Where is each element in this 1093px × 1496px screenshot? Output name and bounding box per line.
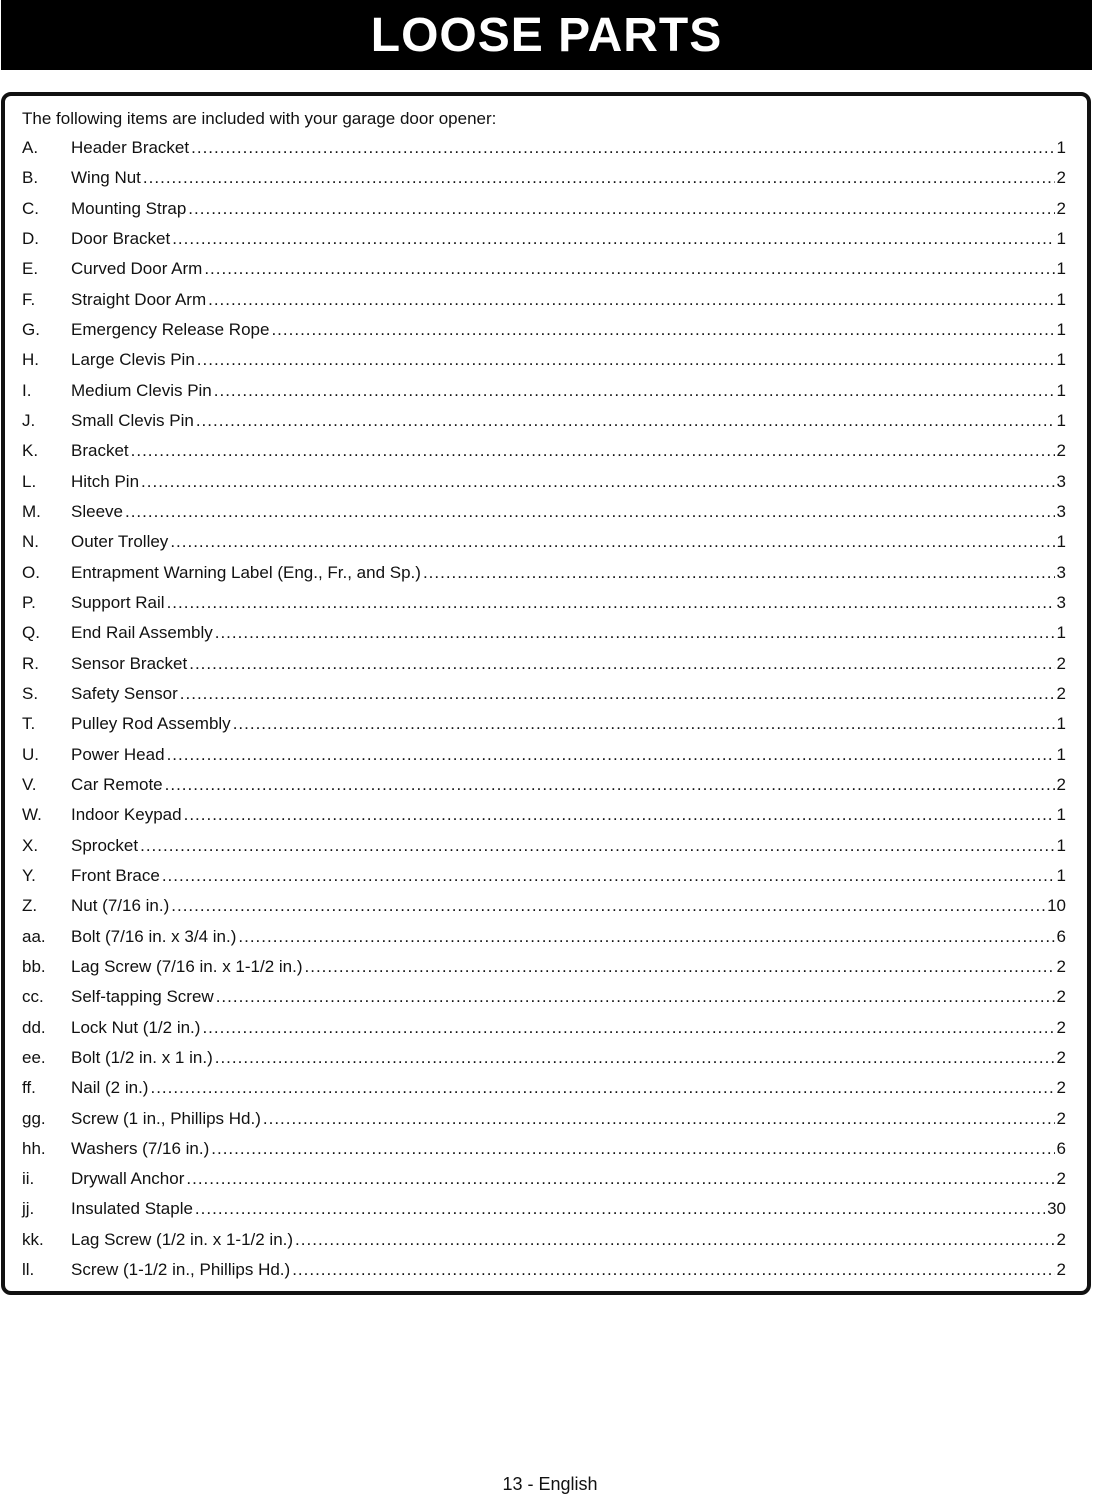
part-quantity: 2 (1056, 1229, 1066, 1249)
dot-leader (171, 895, 1045, 917)
part-letter: jj. (22, 1199, 35, 1219)
parts-list-item (22, 471, 1066, 501)
part-letter: Y. (22, 865, 36, 885)
dot-leader (423, 562, 1055, 584)
part-name: Nut (7/16 in.) (71, 896, 170, 916)
parts-list-item (22, 349, 1066, 379)
part-letter: D. (22, 228, 39, 248)
part-name: Nail (2 in.) (71, 1078, 149, 1098)
parts-list-item (22, 258, 1066, 288)
part-letter: P. (22, 592, 36, 612)
dot-leader (188, 198, 1054, 220)
part-letter: aa. (22, 926, 46, 946)
part-name: Hitch Pin (71, 471, 140, 491)
part-letter: C. (22, 198, 39, 218)
part-name: Outer Trolley (71, 532, 169, 552)
part-name: Large Clevis Pin (71, 350, 195, 370)
part-name: Sleeve (71, 501, 123, 521)
part-quantity: 6 (1056, 926, 1066, 946)
part-name: Self-tapping Screw (71, 987, 214, 1007)
parts-list-item (22, 622, 1066, 652)
parts-list-item (22, 804, 1066, 834)
part-quantity: 2 (1056, 441, 1066, 461)
dot-leader (150, 1077, 1054, 1099)
part-letter: E. (22, 259, 39, 279)
dot-leader (214, 380, 1055, 402)
part-quantity: 6 (1056, 1138, 1066, 1158)
part-quantity: 2 (1056, 987, 1066, 1007)
dot-leader (131, 440, 1055, 462)
part-letter: U. (22, 744, 39, 764)
part-quantity: 1 (1056, 289, 1066, 309)
part-letter: N. (22, 532, 39, 552)
parts-list-item (22, 410, 1066, 440)
page-header-bar (1, 0, 1092, 70)
parts-list-item (22, 167, 1066, 197)
parts-list-item (22, 653, 1066, 683)
parts-list-item (22, 774, 1066, 804)
part-name: Emergency Release Rope (71, 319, 270, 339)
part-quantity: 1 (1056, 623, 1066, 643)
part-quantity: 30 (1047, 1199, 1066, 1219)
parts-list-item (22, 289, 1066, 319)
part-name: Bolt (1/2 in. x 1 in.) (71, 1047, 213, 1067)
dot-leader (180, 683, 1055, 705)
part-name: Mounting Strap (71, 198, 187, 218)
part-letter: O. (22, 562, 40, 582)
dot-leader (172, 228, 1054, 250)
dot-leader (202, 1017, 1054, 1039)
parts-list-item (22, 683, 1066, 713)
part-quantity: 2 (1056, 956, 1066, 976)
part-letter: Z. (22, 896, 38, 916)
part-letter: F. (22, 289, 36, 309)
part-quantity: 2 (1056, 1047, 1066, 1067)
part-letter: B. (22, 168, 39, 188)
parts-list-item (22, 562, 1066, 592)
part-name: Washers (7/16 in.) (71, 1138, 210, 1158)
part-quantity: 1 (1056, 714, 1066, 734)
parts-list-item (22, 713, 1066, 743)
part-letter: kk. (22, 1229, 44, 1249)
part-quantity: 2 (1056, 1108, 1066, 1128)
parts-list-item (22, 1259, 1066, 1289)
dot-leader (208, 289, 1054, 311)
part-letter: G. (22, 319, 40, 339)
part-quantity: 1 (1056, 410, 1066, 430)
dot-leader (143, 167, 1055, 189)
part-quantity: 3 (1056, 562, 1066, 582)
part-letter: ii. (22, 1169, 35, 1189)
dot-leader (238, 926, 1054, 948)
dot-leader (167, 744, 1055, 766)
parts-list-item (22, 1229, 1066, 1259)
parts-list-item (22, 835, 1066, 865)
part-letter: S. (22, 683, 39, 703)
dot-leader (167, 592, 1055, 614)
dot-leader (197, 349, 1055, 371)
part-quantity: 2 (1056, 653, 1066, 673)
part-letter: L. (22, 471, 37, 491)
part-letter: cc. (22, 987, 44, 1007)
part-quantity: 3 (1056, 471, 1066, 491)
part-letter: H. (22, 350, 39, 370)
part-name: Bracket (71, 441, 129, 461)
page-number: 13 - English (502, 1474, 598, 1494)
part-name: Support Rail (71, 592, 165, 612)
parts-list-item (22, 380, 1066, 410)
dot-leader (215, 1047, 1055, 1069)
part-letter: dd. (22, 1017, 46, 1037)
parts-list-item (22, 319, 1066, 349)
dot-leader (170, 531, 1054, 553)
part-name: Entrapment Warning Label (Eng., Fr., and Sp.) (71, 562, 421, 582)
parts-list-item (22, 592, 1066, 622)
dot-leader (216, 986, 1055, 1008)
part-name: Drywall Anchor (71, 1169, 185, 1189)
dot-leader (184, 804, 1055, 826)
part-letter: M. (22, 501, 41, 521)
part-name: Curved Door Arm (71, 259, 203, 279)
page-title: LOOSE PARTS (370, 8, 723, 62)
parts-list-item (22, 1168, 1066, 1198)
dot-leader (295, 1229, 1054, 1251)
part-quantity: 1 (1056, 138, 1066, 157)
parts-list-item (22, 865, 1066, 895)
parts-list-item (22, 1017, 1066, 1047)
part-quantity: 2 (1056, 1169, 1066, 1189)
dot-leader (140, 835, 1054, 857)
part-letter: ff. (22, 1078, 36, 1098)
part-quantity: 2 (1056, 1078, 1066, 1098)
parts-list-item (22, 1198, 1066, 1228)
part-letter: ll. (22, 1260, 35, 1280)
part-name: Front Brace (71, 865, 160, 885)
parts-list-item (22, 501, 1066, 531)
part-name: Car Remote (71, 774, 163, 794)
part-name: Safety Sensor (71, 683, 178, 703)
part-letter: V. (22, 774, 37, 794)
part-name: Screw (1-1/2 in., Phillips Hd.) (71, 1260, 291, 1280)
part-letter: gg. (22, 1108, 46, 1128)
part-letter: W. (22, 805, 42, 825)
part-quantity: 1 (1056, 259, 1066, 279)
part-name: Medium Clevis Pin (71, 380, 212, 400)
part-letter: Q. (22, 623, 40, 643)
part-quantity: 1 (1056, 380, 1066, 400)
part-name: Straight Door Arm (71, 289, 207, 309)
part-quantity: 1 (1056, 865, 1066, 885)
part-letter: X. (22, 835, 39, 855)
dot-leader (196, 410, 1055, 432)
part-letter: K. (22, 441, 39, 461)
part-quantity: 2 (1056, 683, 1066, 703)
parts-list-item (22, 744, 1066, 774)
parts-list-item (22, 228, 1066, 258)
part-name: Lock Nut (1/2 in.) (71, 1017, 201, 1037)
dot-leader (271, 319, 1054, 341)
part-name: Wing Nut (71, 168, 141, 188)
intro-text: The following items are included with your garage door opener: (22, 109, 497, 128)
part-quantity: 2 (1056, 774, 1066, 794)
part-letter: ee. (22, 1047, 46, 1067)
part-name: Power Head (71, 744, 165, 764)
part-name: Screw (1 in., Phillips Hd.) (71, 1108, 261, 1128)
part-quantity: 3 (1056, 501, 1066, 521)
part-name: Sensor Bracket (71, 653, 188, 673)
dot-leader (292, 1259, 1054, 1281)
dot-leader (195, 1198, 1045, 1220)
part-quantity: 2 (1056, 198, 1066, 218)
parts-list-item (22, 1138, 1066, 1168)
part-quantity: 2 (1056, 168, 1066, 188)
part-name: Small Clevis Pin (71, 410, 194, 430)
part-name: Insulated Staple (71, 1199, 193, 1219)
dot-leader (305, 956, 1055, 978)
part-letter: R. (22, 653, 39, 673)
part-name: End Rail Assembly (71, 623, 213, 643)
part-letter: J. (22, 410, 36, 430)
dot-leader (215, 622, 1055, 644)
parts-list-item (22, 198, 1066, 228)
part-quantity: 10 (1047, 896, 1066, 916)
parts-list-item (22, 137, 1066, 167)
parts-list-item (22, 440, 1066, 470)
dot-leader (189, 653, 1054, 675)
part-quantity: 2 (1056, 1017, 1066, 1037)
part-quantity: 1 (1056, 805, 1066, 825)
parts-list-item (22, 986, 1066, 1016)
part-letter: A. (22, 138, 39, 157)
part-name: Pulley Rod Assembly (71, 714, 231, 734)
parts-list-item (22, 531, 1066, 561)
dot-leader (263, 1108, 1055, 1130)
part-name: Bolt (7/16 in. x 3/4 in.) (71, 926, 237, 946)
part-letter: bb. (22, 956, 46, 976)
dot-leader (141, 471, 1055, 493)
part-letter: I. (22, 380, 32, 400)
dot-leader (125, 501, 1055, 523)
part-quantity: 1 (1056, 532, 1066, 552)
dot-leader (191, 137, 1054, 159)
part-quantity: 1 (1056, 319, 1066, 339)
dot-leader (162, 865, 1055, 887)
part-quantity: 3 (1056, 592, 1066, 612)
part-name: Indoor Keypad (71, 805, 182, 825)
dot-leader (211, 1138, 1054, 1160)
part-quantity: 2 (1056, 1260, 1066, 1280)
dot-leader (233, 713, 1055, 735)
part-name: Header Bracket (71, 138, 190, 157)
part-name: Sprocket (71, 835, 139, 855)
parts-list-item (22, 1047, 1066, 1077)
dot-leader (186, 1168, 1054, 1190)
part-name: Lag Screw (7/16 in. x 1-1/2 in.) (71, 956, 303, 976)
part-letter: T. (22, 714, 36, 734)
part-quantity: 1 (1056, 350, 1066, 370)
part-name: Door Bracket (71, 228, 171, 248)
parts-list-item (22, 926, 1066, 956)
parts-list (22, 137, 1066, 1289)
dot-leader (204, 258, 1054, 280)
parts-list-item (22, 1077, 1066, 1107)
part-quantity: 1 (1056, 744, 1066, 764)
parts-list-item (22, 895, 1066, 925)
parts-list-item (22, 1108, 1066, 1138)
part-quantity: 1 (1056, 835, 1066, 855)
dot-leader (165, 774, 1055, 796)
parts-list-item (22, 956, 1066, 986)
part-name: Lag Screw (1/2 in. x 1-1/2 in.) (71, 1229, 294, 1249)
part-quantity: 1 (1056, 228, 1066, 248)
part-letter: hh. (22, 1138, 46, 1158)
